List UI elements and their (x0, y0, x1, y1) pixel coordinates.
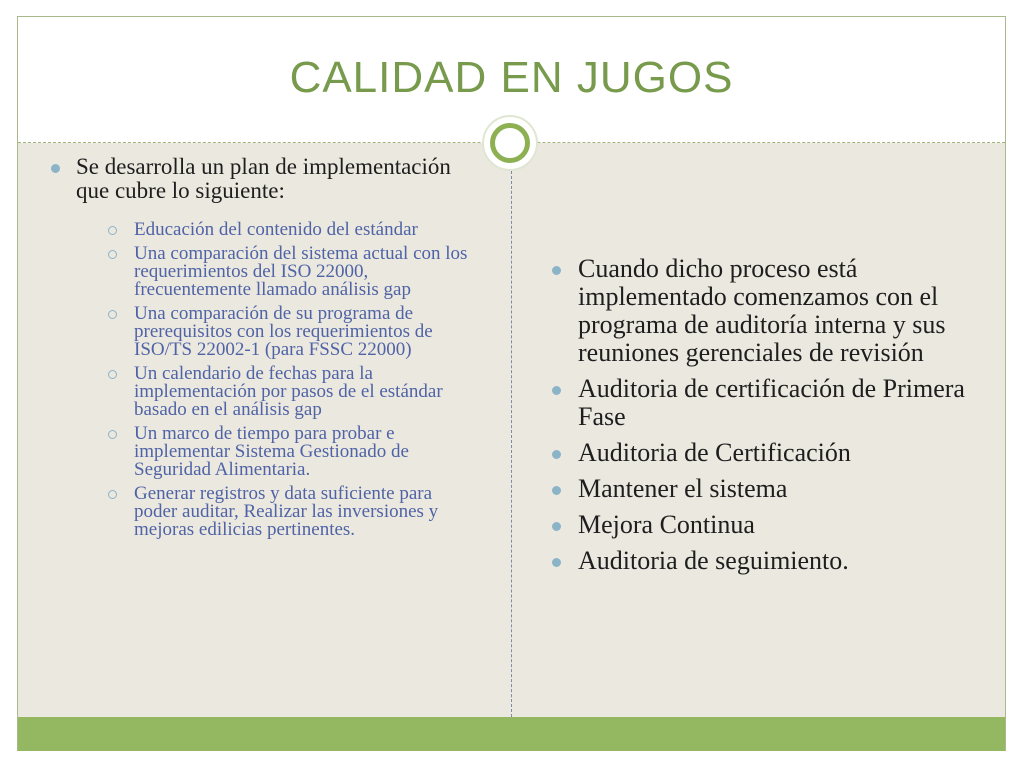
column-divider (511, 171, 512, 717)
left-sub-item (106, 305, 478, 359)
left-column (48, 155, 478, 545)
right-list-item (548, 375, 988, 431)
left-sub-item (106, 485, 478, 539)
left-sub-item (106, 365, 478, 419)
right-item-text: Auditoria de Certificación (578, 438, 851, 467)
right-item-text: Auditoria de certificación de Primera Fase (578, 374, 965, 431)
left-sub-text: Un calendario de fechas para la implementación por pasos de el estándar basado en el análisis gap (134, 363, 443, 420)
left-sub-item (106, 221, 478, 239)
bullet-dot-icon (552, 486, 561, 495)
bullet-ring-icon (108, 310, 117, 319)
slide-title: CALIDAD EN JUGOS (289, 53, 734, 102)
right-item-text: Mejora Continua (578, 510, 755, 539)
bullet-ring-icon (108, 226, 117, 235)
right-item-text: Mantener el sistema (578, 474, 788, 503)
bullet-dot-icon (552, 266, 561, 275)
left-main-item (48, 155, 478, 539)
left-sub-text: Generar registros y data suficiente para poder auditar, Realizar las inversiones y mejoras edilicias pertinentes. (134, 483, 439, 540)
bullet-ring-icon (108, 250, 117, 259)
right-list (548, 255, 988, 575)
left-sub-text: Una comparación del sistema actual con los requerimientos del ISO 22000, frecuentemente llamado análisis gap (134, 243, 468, 300)
bullet-dot-icon (552, 386, 561, 395)
right-item-text: Auditoria de seguimiento. (578, 546, 849, 575)
circle-ornament-inner (490, 123, 530, 163)
bullet-dot-icon (552, 522, 561, 531)
bullet-dot-icon (552, 450, 561, 459)
right-list-item (548, 255, 988, 367)
bullet-ring-icon (108, 490, 117, 499)
right-list-item (548, 511, 988, 539)
left-list (48, 155, 478, 539)
bullet-dot-icon (51, 164, 60, 173)
circle-ornament-icon (482, 115, 538, 171)
right-list-item (548, 439, 988, 467)
left-sub-text: Educación del contenido del estándar (134, 219, 418, 240)
left-sub-list (76, 221, 478, 539)
footer-bar (18, 717, 1005, 751)
left-sub-item (106, 245, 478, 299)
bullet-ring-icon (108, 430, 117, 439)
right-list-item (548, 475, 988, 503)
right-item-text: Cuando dicho proceso está implementado comenzamos con el programa de auditoría interna y sus reuniones gerenciales de revisión (578, 254, 946, 367)
bullet-dot-icon (552, 558, 561, 567)
left-sub-text: Un marco de tiempo para probar e implementar Sistema Gestionado de Seguridad Alimentaria. (134, 423, 409, 480)
left-sub-text: Una comparación de su programa de prerequisitos con los requerimientos de ISO/TS 22002-1 (para FSSC 22000) (134, 303, 433, 360)
left-sub-item (106, 425, 478, 479)
slide (17, 16, 1006, 751)
left-main-text: Se desarrolla un plan de implementación que cubre lo siguiente: (76, 154, 451, 203)
right-list-item (548, 547, 988, 575)
bullet-ring-icon (108, 370, 117, 379)
right-column (548, 255, 988, 583)
